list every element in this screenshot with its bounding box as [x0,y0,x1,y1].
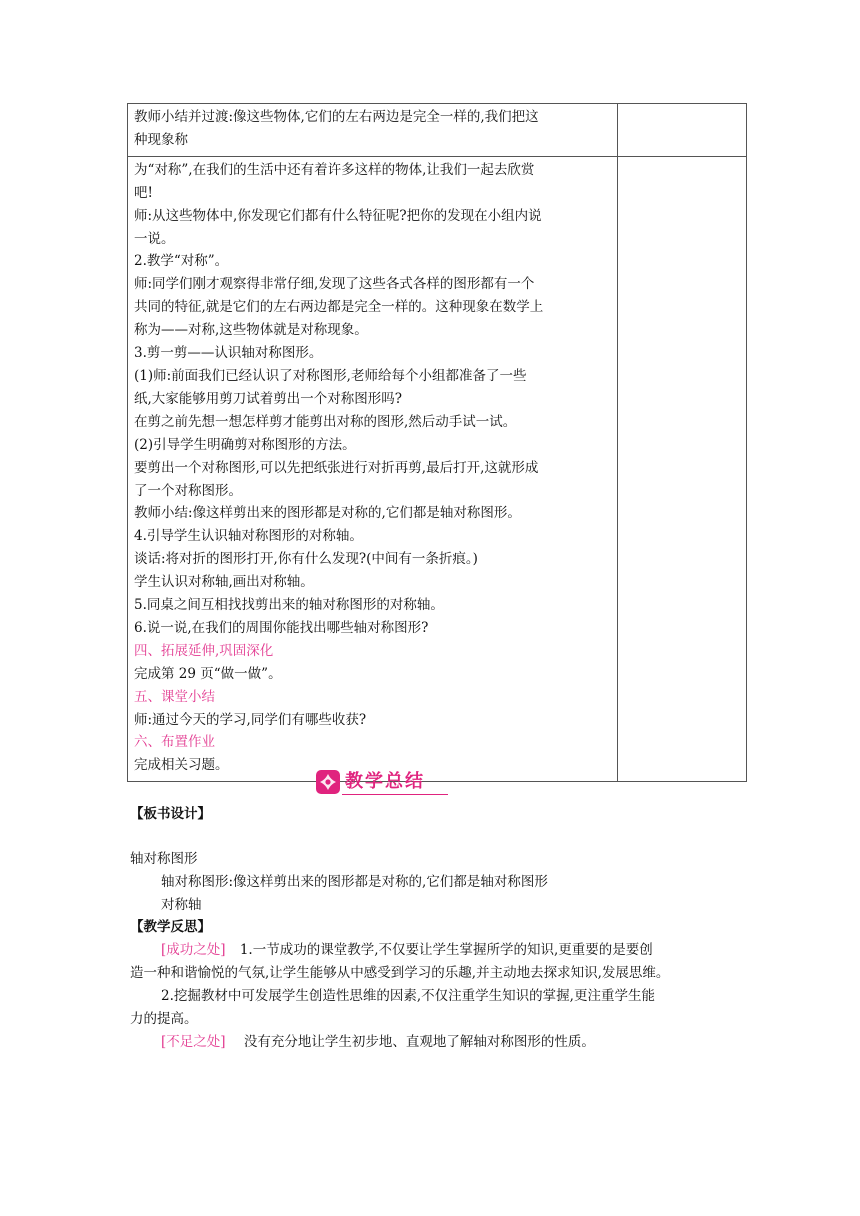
text-line: 种现象称 [134,131,188,148]
board-title: 轴对称图形 [130,851,198,867]
section-heading: 五、课堂小结 [134,688,215,705]
text-line: 吧! [134,184,153,201]
table-cell-notes [618,104,747,157]
reflection-heading: 【教学反思】 [130,919,211,935]
success-text: 1.一节成功的课堂教学,不仅要让学生掌握所学的知识,更重要的是要创 [239,942,653,958]
sparkle-icon [316,770,340,794]
text-line: 完成相关习题。 [134,757,229,774]
text-line: 要剪出一个对称图形,可以先把纸张进行对折再剪,最后打开,这就形成 [134,459,539,476]
reflection-point2-line2: 力的提高。 [130,1011,198,1027]
text-line: 了一个对称图形。 [134,482,242,499]
board-definition: 轴对称图形:像这样剪出来的图形都是对称的,它们都是轴对称图形 [161,874,548,890]
banner-underline [342,794,448,795]
text-line: 教师小结:像这样剪出来的图形都是对称的,它们都是轴对称图形。 [134,505,521,522]
text-line: 完成第 29 页“做一做”。 [134,665,282,682]
table-cell-content [128,104,618,157]
text-line: 在剪之前先想一想怎样剪才能剪出对称的图形,然后动手试一试。 [134,413,517,430]
text-line: 3.剪一剪——认识轴对称图形。 [134,345,323,362]
text-line: 师:从这些物体中,你发现它们都有什么特征呢?把你的发现在小组内说 [134,207,542,224]
success-tag: [成功之处] [161,942,226,958]
table-cell-content [128,156,618,781]
text-line: 谈话:将对折的图形打开,你有什么发现?(中间有一条折痕。) [134,551,478,568]
reflection-lack [161,1031,595,1054]
table-cell-notes [618,156,747,781]
text-line: 教师小结并过渡:像这些物体,它们的左右两边是完全一样的,我们把这 [134,109,539,125]
section-banner [316,769,448,797]
text-line: 共同的特征,就是它们的左右两边都是完全一样的。这种现象在数学上 [134,299,544,316]
section-heading: 六、布置作业 [134,734,215,751]
text-line: 2.教学“对称”。 [134,253,229,270]
text-line: 师:同学们刚才观察得非常仔细,发现了这些各式各样的图形都有一个 [134,276,535,293]
lack-tag: [不足之处] [161,1034,226,1050]
text-line: (2)引导学生明确剪对称图形的方法。 [134,436,356,453]
banner-title: 教学总结 [345,771,425,792]
text-line: 为“对称”,在我们的生活中还有着许多这样的物体,让我们一起去欣赏 [134,161,535,178]
reflection-success-line1 [161,939,653,962]
lesson-table [127,103,747,782]
lack-text: 没有充分地让学生初步地、直观地了解轴对称图形的性质。 [243,1034,595,1050]
board-axis: 对称轴 [161,897,202,913]
text-line: 4.引导学生认识轴对称图形的对称轴。 [134,528,363,545]
table-row [128,104,747,157]
reflection-point2-line1: 2.挖掘教材中可发展学生创造性思维的因素,不仅注重学生知识的掌握,更注重学生能 [161,988,655,1004]
board-heading: 【板书设计】 [130,806,211,822]
text-line: 纸,大家能够用剪刀试着剪出一个对称图形吗? [134,390,403,407]
text-line: 一说。 [134,230,175,247]
text-line: 师:通过今天的学习,同学们有哪些收获? [134,711,367,728]
reflection-success-line2: 造一种和谐愉悦的气氛,让学生能够从中感受到学习的乐趣,并主动地去探求知识,发展思维。 [130,965,670,981]
text-line: 5.同桌之间互相找找剪出来的轴对称图形的对称轴。 [134,597,444,614]
text-line: 学生认识对称轴,画出对称轴。 [134,574,314,591]
text-line: 称为——对称,这些物体就是对称现象。 [134,322,368,339]
section-heading: 四、拓展延伸,巩固深化 [134,642,274,659]
table-row [128,156,747,781]
text-line: 6.说一说,在我们的周围你能找出哪些轴对称图形? [134,619,429,636]
text-line: (1)师:前面我们已经认识了对称图形,老师给每个小组都准备了一些 [134,367,527,384]
